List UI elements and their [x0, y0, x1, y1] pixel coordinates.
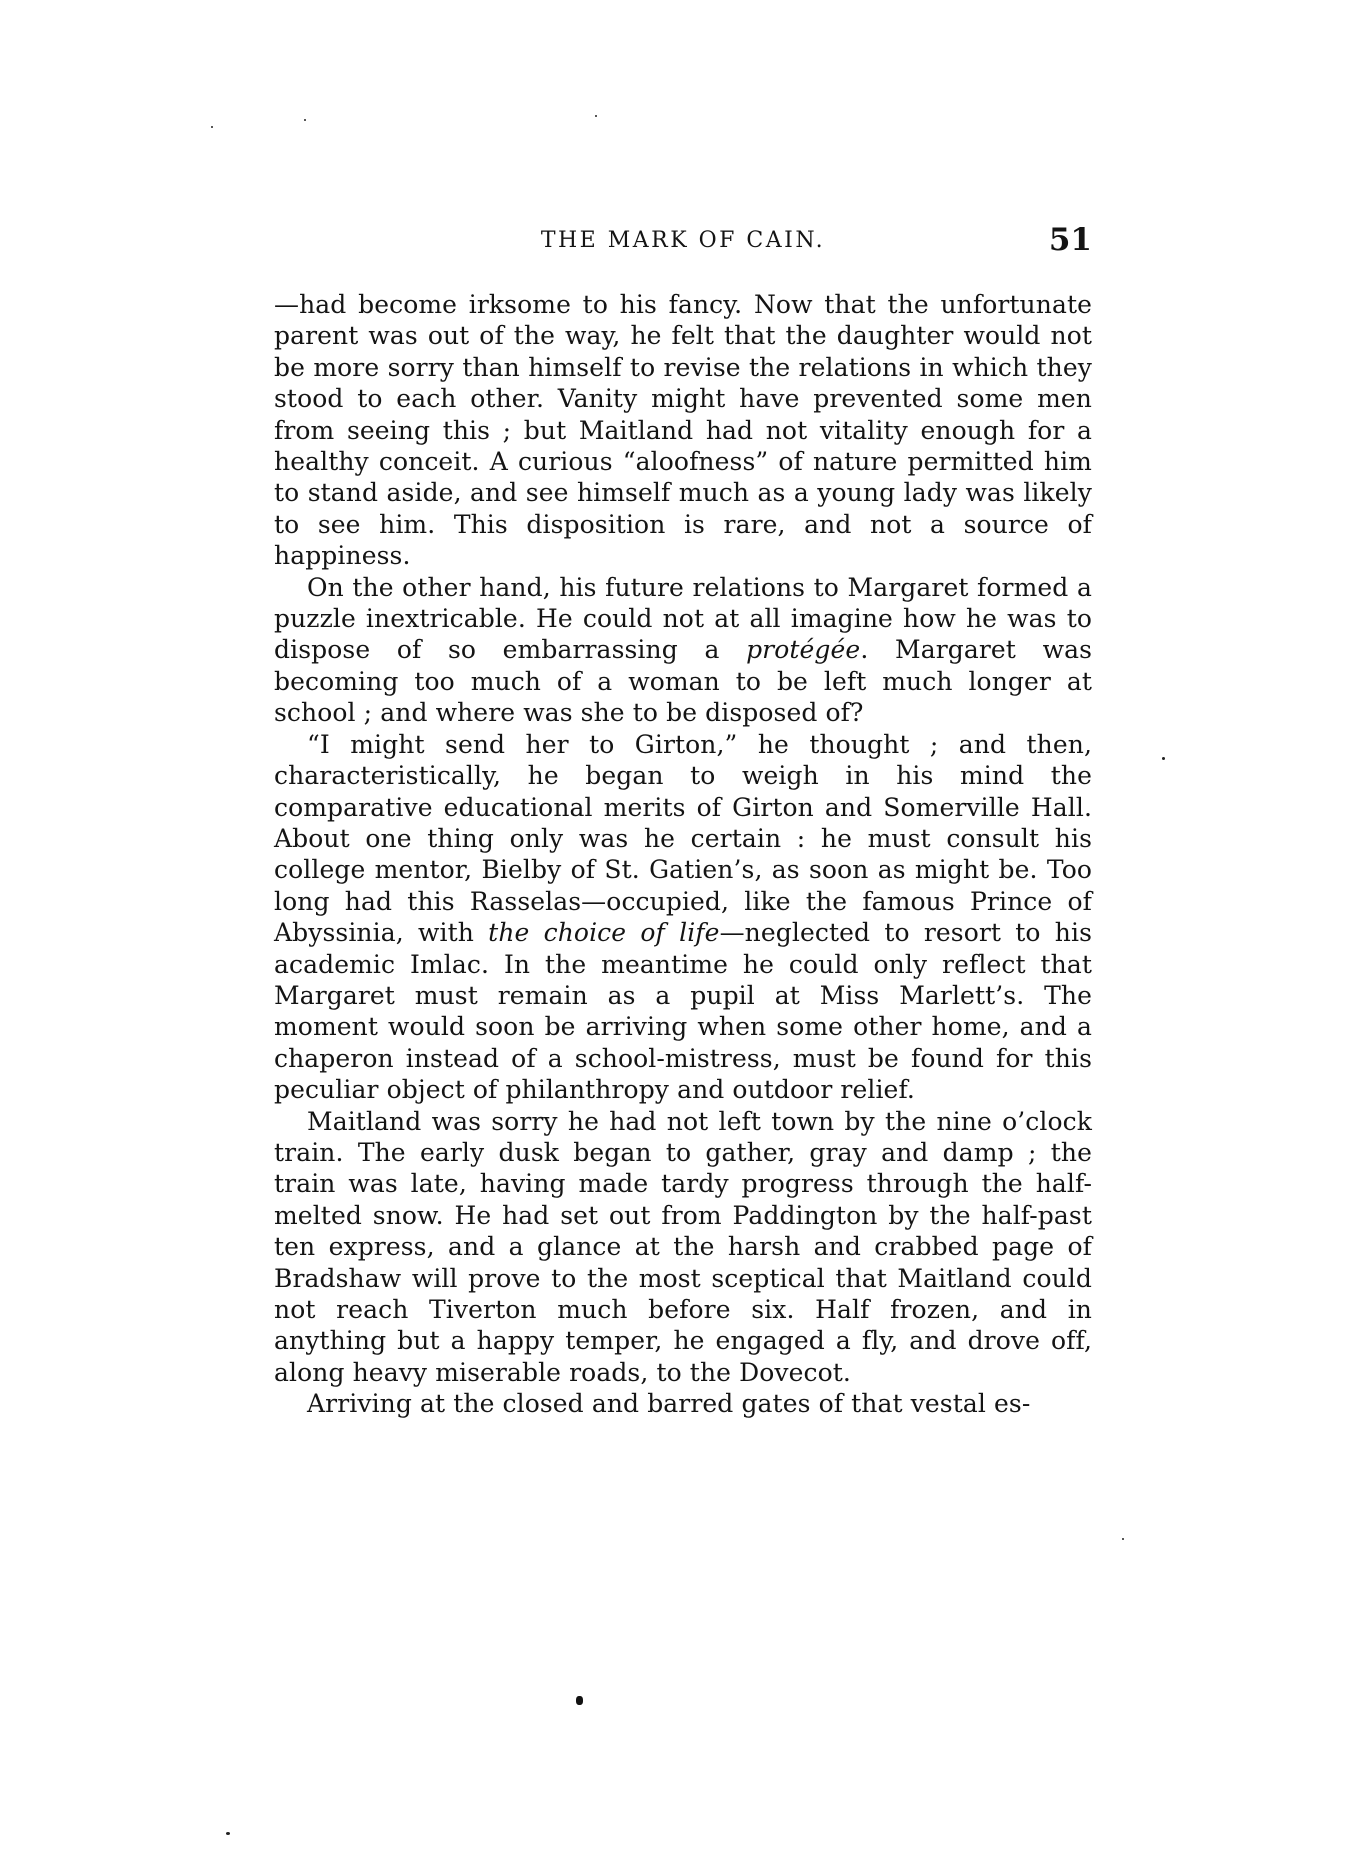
scan-speck: [1122, 1538, 1124, 1540]
paragraph-1: [274, 289, 1092, 572]
printer-mark: [576, 1696, 583, 1705]
paragraph-2: [274, 572, 1092, 729]
scan-speck: [211, 126, 213, 128]
scan-speck: [1162, 757, 1165, 760]
scan-speck: [226, 1832, 230, 1835]
paragraph-3: [274, 729, 1092, 1106]
page-number: 51: [1048, 222, 1092, 258]
paragraph-2-text-b: . Margaret was becoming too much of a woman to be left much longer at school ; and where was she to be disposed of?: [274, 635, 1092, 728]
paragraph-2-text-a: On the other hand, his future relations to Margaret formed a puzzle inextricable. He could not at all imagine how he was to dispose of so embarrassing a: [274, 572, 1092, 665]
scan-speck: [304, 119, 306, 121]
page-header: [274, 222, 1092, 266]
paragraph-3-text-b: —neglected to resort to his academic Imlac. In the meantime he could only reflect that Margaret must remain as a pupil at Miss Marlett’s. The moment would soon be arriving when some other home, and a chaperon instead of a school-mistress, must be found for this peculiar object of philanthropy and outdoor relief.: [274, 918, 1093, 1105]
body-text: [274, 289, 1092, 1420]
italic-choice-of-life: the choice of life: [488, 918, 720, 948]
paragraph-4: [274, 1106, 1092, 1389]
paragraph-5: [274, 1388, 1092, 1419]
paragraph-3-text-a: “I might send her to Girton,” he thought ; and then, characteristically, he began to weigh in his mind the comparative educational merits of Girton and Somerville Hall. About one thing only was he certain : he must consult his college mentor, Bielby of St. Gatien’s, as soon as might be. Too long had this Rasselas—occupied, like the famous Prince of Abyssinia, with: [274, 729, 1092, 948]
scan-speck: [595, 115, 597, 117]
paragraph-4-text: Maitland was sorry he had not left town by the nine o’clock train. The early dusk began to gather, gray and damp ; the train was late, having made tardy progress through the half-melted snow. He had set out from Paddington by the half-past ten express, and a glance at the harsh and crabbed page of Bradshaw will prove to the most sceptical that Maitland could not reach Tiverton much before six. Half frozen, and in anything but a happy temper, he engaged a fly, and drove off, along heavy miserable roads, to the Dovecot.: [274, 1106, 1092, 1387]
paragraph-1-text: —had become irksome to his fancy. Now that the unfortunate parent was out of the way, he felt that the daughter would not be more sorry than himself to revise the relations in which they stood to each other. Vanity might have prevented some men from seeing this ; but Maitland had not vitality enough for a healthy conceit. A curious “aloofness” of nature permitted him to stand aside, and see himself much as a young lady was likely to see him. This disposition is rare, and not a source of happiness.: [274, 290, 1092, 571]
italic-protegee: protégée: [746, 635, 861, 665]
paragraph-5-text: Arriving at the closed and barred gates of that vestal es-: [307, 1389, 1031, 1419]
running-title: THE MARK OF CAIN.: [540, 228, 826, 253]
